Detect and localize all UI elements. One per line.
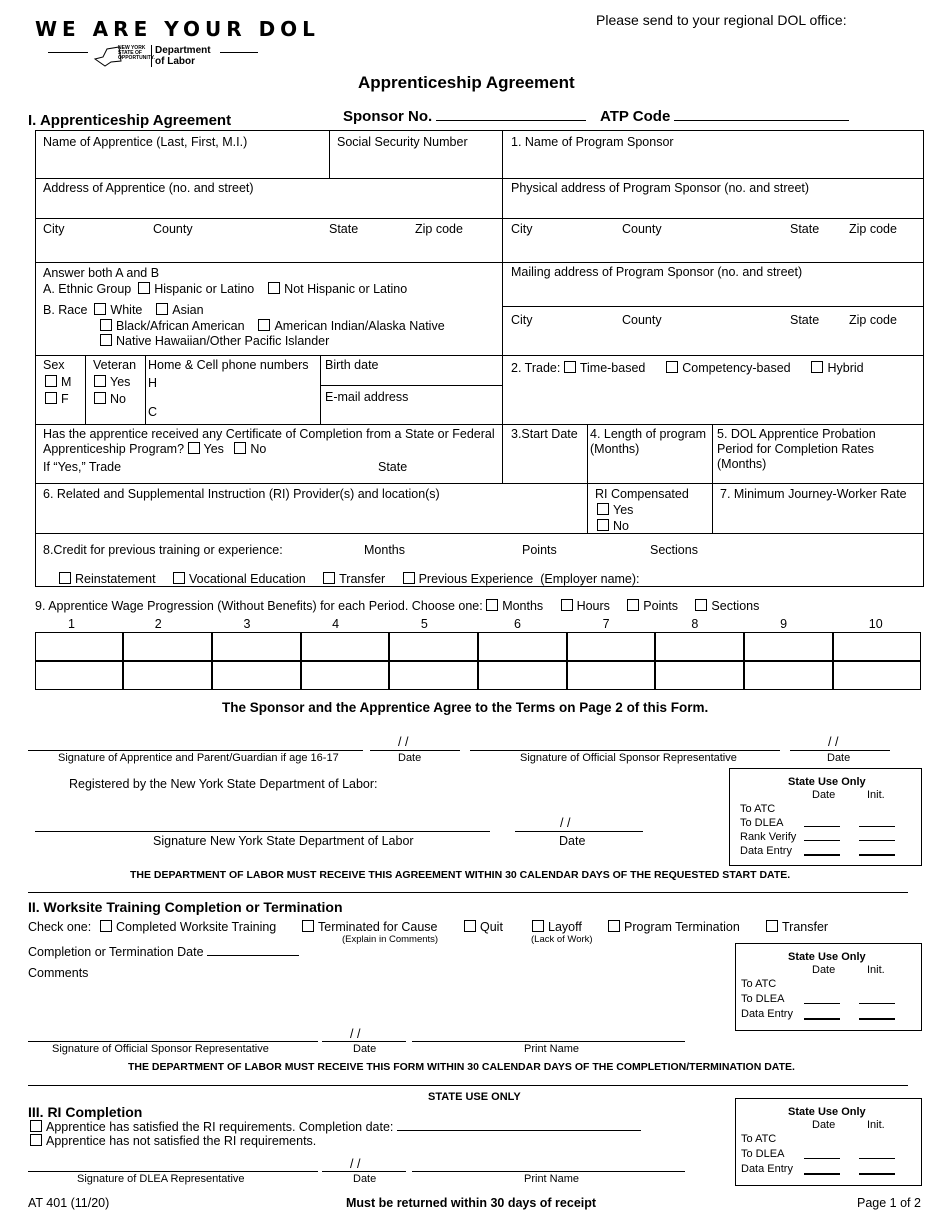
cert-state-field[interactable]: State (378, 460, 408, 474)
layoff-option[interactable] (532, 920, 582, 934)
s2-date-field[interactable]: Date (353, 1043, 377, 1055)
length-field[interactable]: 4. Length of program (590, 427, 707, 441)
credit-label: 8.Credit for previous training or experience: (43, 543, 283, 557)
state-use-box-3 (735, 1098, 922, 1186)
to-dlea-label: To DLEA (740, 817, 784, 829)
init-lines[interactable] (859, 813, 895, 856)
page-title: Apprenticeship Agreement (358, 73, 575, 92)
wage-cell[interactable] (833, 661, 922, 690)
phones-label: Home & Cell phone numbers (148, 358, 309, 372)
veteran-no-label: No (110, 392, 126, 406)
veteran-no-option[interactable] (94, 392, 126, 406)
cert-no-label: No (250, 442, 267, 456)
min-rate-field[interactable]: 7. Minimum Journey-Worker Rate (720, 487, 907, 501)
rank-verify-label: Rank Verify (740, 831, 797, 843)
wage-hours-checkbox[interactable] (561, 599, 573, 611)
agreement-deadline-notice: THE DEPARTMENT OF LABOR MUST RECEIVE THIS AGREEMENT WITHIN 30 CALENDAR DAYS OF THE REQUESTED START DATE. (130, 869, 791, 881)
init-lines[interactable] (859, 1144, 895, 1175)
dol-date-field[interactable]: Date (559, 834, 586, 848)
ri-not-satisfied-option[interactable] (30, 1134, 316, 1148)
state-use-rows (740, 802, 796, 858)
to-dlea-label: To DLEA (741, 1148, 785, 1160)
sex-m-label: M (61, 375, 72, 389)
veteran-yes-option[interactable] (94, 375, 130, 389)
race-row (43, 303, 204, 317)
wage-period-label: 1 (68, 617, 75, 631)
black-label: Black/African American (116, 319, 245, 333)
probation-label-2: Period for Completion Rates (717, 442, 875, 456)
wage-cell[interactable] (301, 661, 390, 690)
hybrid-checkbox[interactable] (811, 361, 823, 373)
vocational-checkbox[interactable] (173, 572, 185, 584)
mailing-address-field[interactable]: Mailing address of Program Sponsor (no. and street) (511, 265, 803, 279)
race-label: B. Race (43, 303, 88, 317)
previous-experience-checkbox[interactable] (403, 572, 415, 584)
transfer-option[interactable] (766, 920, 828, 934)
state-use-init: Init. (867, 964, 885, 976)
wage-cell[interactable] (478, 661, 567, 690)
state-use-box-1 (729, 768, 922, 866)
probation-months: (Months) (717, 457, 767, 471)
employer-name-label: (Employer name): (540, 572, 640, 586)
wage-months-checkbox[interactable] (486, 599, 498, 611)
sponsor-address-field[interactable]: Physical address of Program Sponsor (no. and street) (511, 181, 810, 195)
wage-period-label: 9 (780, 617, 788, 631)
wage-cell[interactable] (123, 661, 212, 690)
quit-checkbox[interactable] (464, 920, 476, 932)
apprentice-date-field[interactable]: Date (398, 752, 422, 764)
ri-yes-option[interactable] (597, 503, 633, 517)
state-use-date: Date (812, 789, 836, 801)
sex-m-checkbox[interactable] (45, 375, 57, 387)
ri-no-label: No (613, 519, 629, 533)
race-row-2 (100, 319, 445, 333)
wage-label: 9. Apprentice Wage Progression (Without Benefits) for each Period. Choose one: (35, 599, 483, 613)
s3-date-field[interactable]: Date (353, 1173, 377, 1185)
wage-cell[interactable] (212, 632, 301, 661)
program-termination-checkbox[interactable] (608, 920, 620, 932)
sponsor-no-label: Sponsor No. (343, 108, 433, 125)
ri-not-satisfied-checkbox[interactable] (30, 1134, 42, 1146)
ethnic-label: A. Ethnic Group (43, 282, 132, 296)
asian-checkbox[interactable] (156, 303, 168, 315)
sex-label: Sex (43, 358, 65, 372)
mailing-zip[interactable]: Zip code (849, 313, 897, 327)
apprentice-signature-field[interactable]: Signature of Apprentice and Parent/Guardian if age 16-17 (58, 752, 339, 764)
cell-phone-field[interactable]: C (148, 405, 158, 419)
cert-yes-checkbox[interactable] (188, 442, 200, 454)
wage-cell[interactable] (35, 661, 124, 690)
state-use-rows (741, 1132, 793, 1177)
wage-cell[interactable] (123, 632, 212, 661)
state-use-init: Init. (867, 1119, 885, 1131)
slash: / / (828, 735, 839, 749)
wage-hours-label: Hours (576, 599, 610, 613)
atp-code-field[interactable] (600, 108, 849, 125)
section-3-heading: III. RI Completion (28, 1104, 143, 1120)
ri-satisfied-option[interactable] (30, 1120, 641, 1134)
ri-no-checkbox[interactable] (597, 519, 609, 531)
veteran-yes-label: Yes (110, 375, 131, 389)
terminated-checkbox[interactable] (302, 920, 314, 932)
hispanic-label: Hispanic or Latino (154, 282, 255, 296)
completion-date-field[interactable] (28, 945, 299, 959)
mailing-county[interactable]: County (622, 313, 662, 327)
logo-state: NEW YORK STATE OF OPPORTUNITY. (118, 45, 155, 61)
hawaiian-label: Native Hawaiian/Other Pacific Islander (116, 334, 330, 348)
page-number: Page 1 of 2 (857, 1196, 921, 1210)
wage-cell[interactable] (567, 632, 656, 661)
sponsor-state[interactable]: State (790, 222, 820, 236)
slash: / / (350, 1157, 361, 1171)
transfer-label-2: Transfer (782, 920, 829, 934)
hawaiian-checkbox[interactable] (100, 334, 112, 346)
sex-m-option[interactable] (45, 375, 71, 389)
apprentice-city[interactable]: City (43, 222, 65, 236)
wage-cell[interactable] (655, 661, 744, 690)
wage-period-label: 3 (243, 617, 251, 631)
lack-of-work-note: (Lack of Work) (531, 934, 593, 945)
slash: / / (350, 1027, 361, 1041)
wage-sections-checkbox[interactable] (695, 599, 707, 611)
date-lines[interactable] (804, 813, 840, 856)
sponsor-zip[interactable]: Zip code (849, 222, 897, 236)
layoff-label: Layoff (548, 920, 582, 934)
to-atc-label: To ATC (740, 803, 776, 815)
if-yes-trade-field[interactable]: If “Yes,” Trade (43, 460, 122, 474)
previous-experience-label: Previous Experience (418, 572, 534, 586)
cert-q2-label: Apprenticeship Program? (43, 442, 185, 456)
wage-period-label: 10 (868, 617, 883, 631)
slash: / / (560, 816, 571, 830)
wage-cell[interactable] (567, 661, 656, 690)
agree-statement: The Sponsor and the Apprentice Agree to the Terms on Page 2 of this Form. (222, 700, 709, 715)
init-lines[interactable] (859, 989, 895, 1020)
completion-deadline-notice: THE DEPARTMENT OF LABOR MUST RECEIVE THIS FORM WITHIN 30 CALENDAR DAYS OF THE COMPLETION/TERMINATION DATE. (128, 1061, 795, 1073)
wage-cell[interactable] (744, 661, 833, 690)
wage-cell[interactable] (35, 632, 124, 661)
black-checkbox[interactable] (100, 319, 112, 331)
to-dlea-label: To DLEA (741, 993, 785, 1005)
logo-dept: Department of Labor (155, 45, 211, 67)
state-use-box-2 (735, 943, 922, 1031)
native-american-label: American Indian/Alaska Native (274, 319, 445, 333)
layoff-checkbox[interactable] (532, 920, 544, 932)
email-field[interactable]: E-mail address (325, 390, 409, 404)
s2-signature-field[interactable]: Signature of Official Sponsor Representative (52, 1043, 269, 1055)
wage-cell[interactable] (389, 661, 478, 690)
quit-option[interactable] (464, 920, 503, 934)
hispanic-checkbox[interactable] (138, 282, 150, 294)
competency-label: Competency-based (682, 361, 791, 375)
sponsor-signature-field[interactable]: Signature of Official Sponsor Representative (520, 752, 737, 764)
time-based-checkbox[interactable] (564, 361, 576, 373)
ri-yes-checkbox[interactable] (597, 503, 609, 515)
transfer-label: Transfer (339, 572, 386, 586)
trade-label: 2. Trade: (511, 361, 561, 375)
completed-checkbox[interactable] (100, 920, 112, 932)
transfer-checkbox[interactable] (766, 920, 778, 932)
wage-cell[interactable] (744, 632, 833, 661)
dol-signature-field[interactable]: Signature New York State Department of Labor (153, 834, 414, 848)
sponsor-date-field[interactable]: Date (827, 752, 851, 764)
transfer-checkbox[interactable] (323, 572, 335, 584)
probation-field[interactable]: 5. DOL Apprentice Probation (717, 427, 876, 441)
state-use-date: Date (812, 964, 836, 976)
cert-no-checkbox[interactable] (234, 442, 246, 454)
home-phone-field[interactable]: H (148, 376, 158, 390)
slash: / / (398, 735, 409, 749)
veteran-label: Veteran (93, 358, 137, 372)
sponsor-no-field[interactable] (343, 108, 586, 125)
explain-note: (Explain in Comments) (342, 934, 439, 945)
ri-no-option[interactable] (597, 519, 629, 533)
state-use-title: State Use Only (788, 951, 866, 963)
terminated-label: Terminated for Cause (318, 920, 438, 934)
start-date-field[interactable]: 3.Start Date (511, 427, 578, 441)
wage-cell[interactable] (833, 632, 922, 661)
sex-f-option[interactable] (45, 392, 69, 406)
wage-points-checkbox[interactable] (627, 599, 639, 611)
wage-months-label: Months (502, 599, 544, 613)
veteran-no-checkbox[interactable] (94, 392, 106, 404)
answer-instruction: Answer both A and B (43, 266, 160, 280)
reinstatement-checkbox[interactable] (59, 572, 71, 584)
sponsor-city[interactable]: City (511, 222, 533, 236)
wage-cell[interactable] (301, 632, 390, 661)
check-one-label: Check one: (28, 920, 92, 934)
completed-label: Completed Worksite Training (116, 920, 277, 934)
to-atc-label: To ATC (741, 978, 777, 990)
form-number: AT 401 (11/20) (28, 1196, 110, 1210)
not-hispanic-label: Not Hispanic or Latino (284, 282, 408, 296)
wage-cell[interactable] (478, 632, 567, 661)
wage-points-label: Points (643, 599, 679, 613)
certificate-question-2 (43, 442, 266, 456)
terminated-option[interactable] (302, 920, 438, 934)
sex-f-checkbox[interactable] (45, 392, 57, 404)
registered-label: Registered by the New York State Department of Labor: (69, 777, 378, 791)
wage-period-label: 8 (691, 617, 699, 631)
state-use-init: Init. (867, 789, 885, 801)
completed-option[interactable] (100, 920, 276, 934)
not-hispanic-checkbox[interactable] (268, 282, 280, 294)
state-use-rows (741, 977, 793, 1022)
credit-sections-field[interactable]: Sections (650, 543, 698, 557)
ri-satisfied-checkbox[interactable] (30, 1120, 42, 1132)
ri-compensated-label: RI Compensated (595, 487, 689, 501)
comments-field[interactable]: Comments (28, 966, 89, 980)
credit-points-field[interactable]: Points (522, 543, 557, 557)
date-lines[interactable] (804, 989, 840, 1020)
wage-period-label: 4 (332, 617, 340, 631)
wage-cell[interactable] (212, 661, 301, 690)
program-termination-label: Program Termination (624, 920, 740, 934)
return-notice: Must be returned within 30 days of receipt (346, 1196, 597, 1210)
ssn-field[interactable]: Social Security Number (337, 135, 468, 149)
s3-print-name-field[interactable]: Print Name (524, 1173, 580, 1185)
completion-date-label: Completion or Termination Date (28, 945, 204, 959)
logo-text: WE ARE YOUR DOL (35, 17, 320, 41)
apprentice-name-field[interactable]: Name of Apprentice (Last, First, M.I.) (43, 135, 248, 149)
data-entry-label: Data Entry (741, 1008, 793, 1020)
s2-print-name-field[interactable]: Print Name (524, 1043, 580, 1055)
send-to-text: Please send to your regional DOL office: (596, 12, 847, 28)
data-entry-label: Data Entry (740, 845, 792, 857)
atp-code-label: ATP Code (600, 108, 671, 125)
state-use-title: State Use Only (788, 1106, 866, 1118)
program-sponsor-field[interactable]: 1. Name of Program Sponsor (511, 135, 674, 149)
program-termination-option[interactable] (608, 920, 740, 934)
section-1-heading: I. Apprenticeship Agreement (28, 112, 232, 129)
apprentice-county[interactable]: County (153, 222, 193, 236)
wage-period-label: 5 (420, 617, 428, 631)
quit-label: Quit (480, 920, 503, 934)
hybrid-label: Hybrid (827, 361, 864, 375)
cert-yes-label: Yes (203, 442, 224, 456)
apprentice-address-field[interactable]: Address of Apprentice (no. and street) (43, 181, 254, 195)
ethnic-group-row (43, 282, 407, 296)
native-american-checkbox[interactable] (258, 319, 270, 331)
ri-not-satisfied-label: Apprentice has not satisfied the RI requirements. (46, 1134, 317, 1148)
ri-yes-label: Yes (613, 503, 634, 517)
white-checkbox[interactable] (94, 303, 106, 315)
state-use-only-label: STATE USE ONLY (428, 1091, 521, 1103)
to-atc-label: To ATC (741, 1133, 777, 1145)
section-2-heading: II. Worksite Training Completion or Termination (28, 899, 343, 915)
wage-sections-label: Sections (711, 599, 760, 613)
veteran-yes-checkbox[interactable] (94, 375, 106, 387)
ri-provider-field[interactable]: 6. Related and Supplemental Instruction (RI) Provider(s) and location(s) (43, 487, 440, 501)
wage-period-label: 6 (513, 617, 521, 631)
asian-label: Asian (172, 303, 204, 317)
wage-cell[interactable] (389, 632, 478, 661)
competency-checkbox[interactable] (666, 361, 678, 373)
white-label: White (110, 303, 143, 317)
time-based-label: Time-based (579, 361, 646, 375)
reinstatement-label: Reinstatement (75, 572, 156, 586)
credit-months-field[interactable]: Months (364, 543, 405, 557)
mailing-city[interactable]: City (511, 313, 533, 327)
data-entry-label: Data Entry (741, 1163, 793, 1175)
date-lines[interactable] (804, 1144, 840, 1175)
apprentice-state[interactable]: State (329, 222, 359, 236)
wage-cell[interactable] (655, 632, 744, 661)
vocational-label: Vocational Education (188, 572, 306, 586)
length-months: (Months) (590, 442, 640, 456)
wage-period-label: 2 (154, 617, 162, 631)
state-use-date: Date (812, 1119, 836, 1131)
certificate-question: Has the apprentice received any Certificate of Completion from a State or Federal (43, 427, 495, 441)
trade-row (511, 361, 864, 375)
wage-progression-row (35, 599, 759, 613)
birth-date-field[interactable]: Birth date (325, 358, 379, 372)
sponsor-county[interactable]: County (622, 222, 662, 236)
mailing-state[interactable]: State (790, 313, 820, 327)
nys-dol-logo (48, 45, 258, 69)
ri-satisfied-label: Apprentice has satisfied the RI requirements. Completion date: (46, 1120, 394, 1134)
sex-f-label: F (61, 392, 69, 406)
race-row-3 (100, 334, 329, 348)
apprentice-zip[interactable]: Zip code (415, 222, 463, 236)
credit-types-row (59, 572, 640, 586)
state-use-title: State Use Only (788, 776, 866, 788)
wage-period-label: 7 (602, 617, 610, 631)
dlea-signature-field[interactable]: Signature of DLEA Representative (77, 1173, 245, 1185)
